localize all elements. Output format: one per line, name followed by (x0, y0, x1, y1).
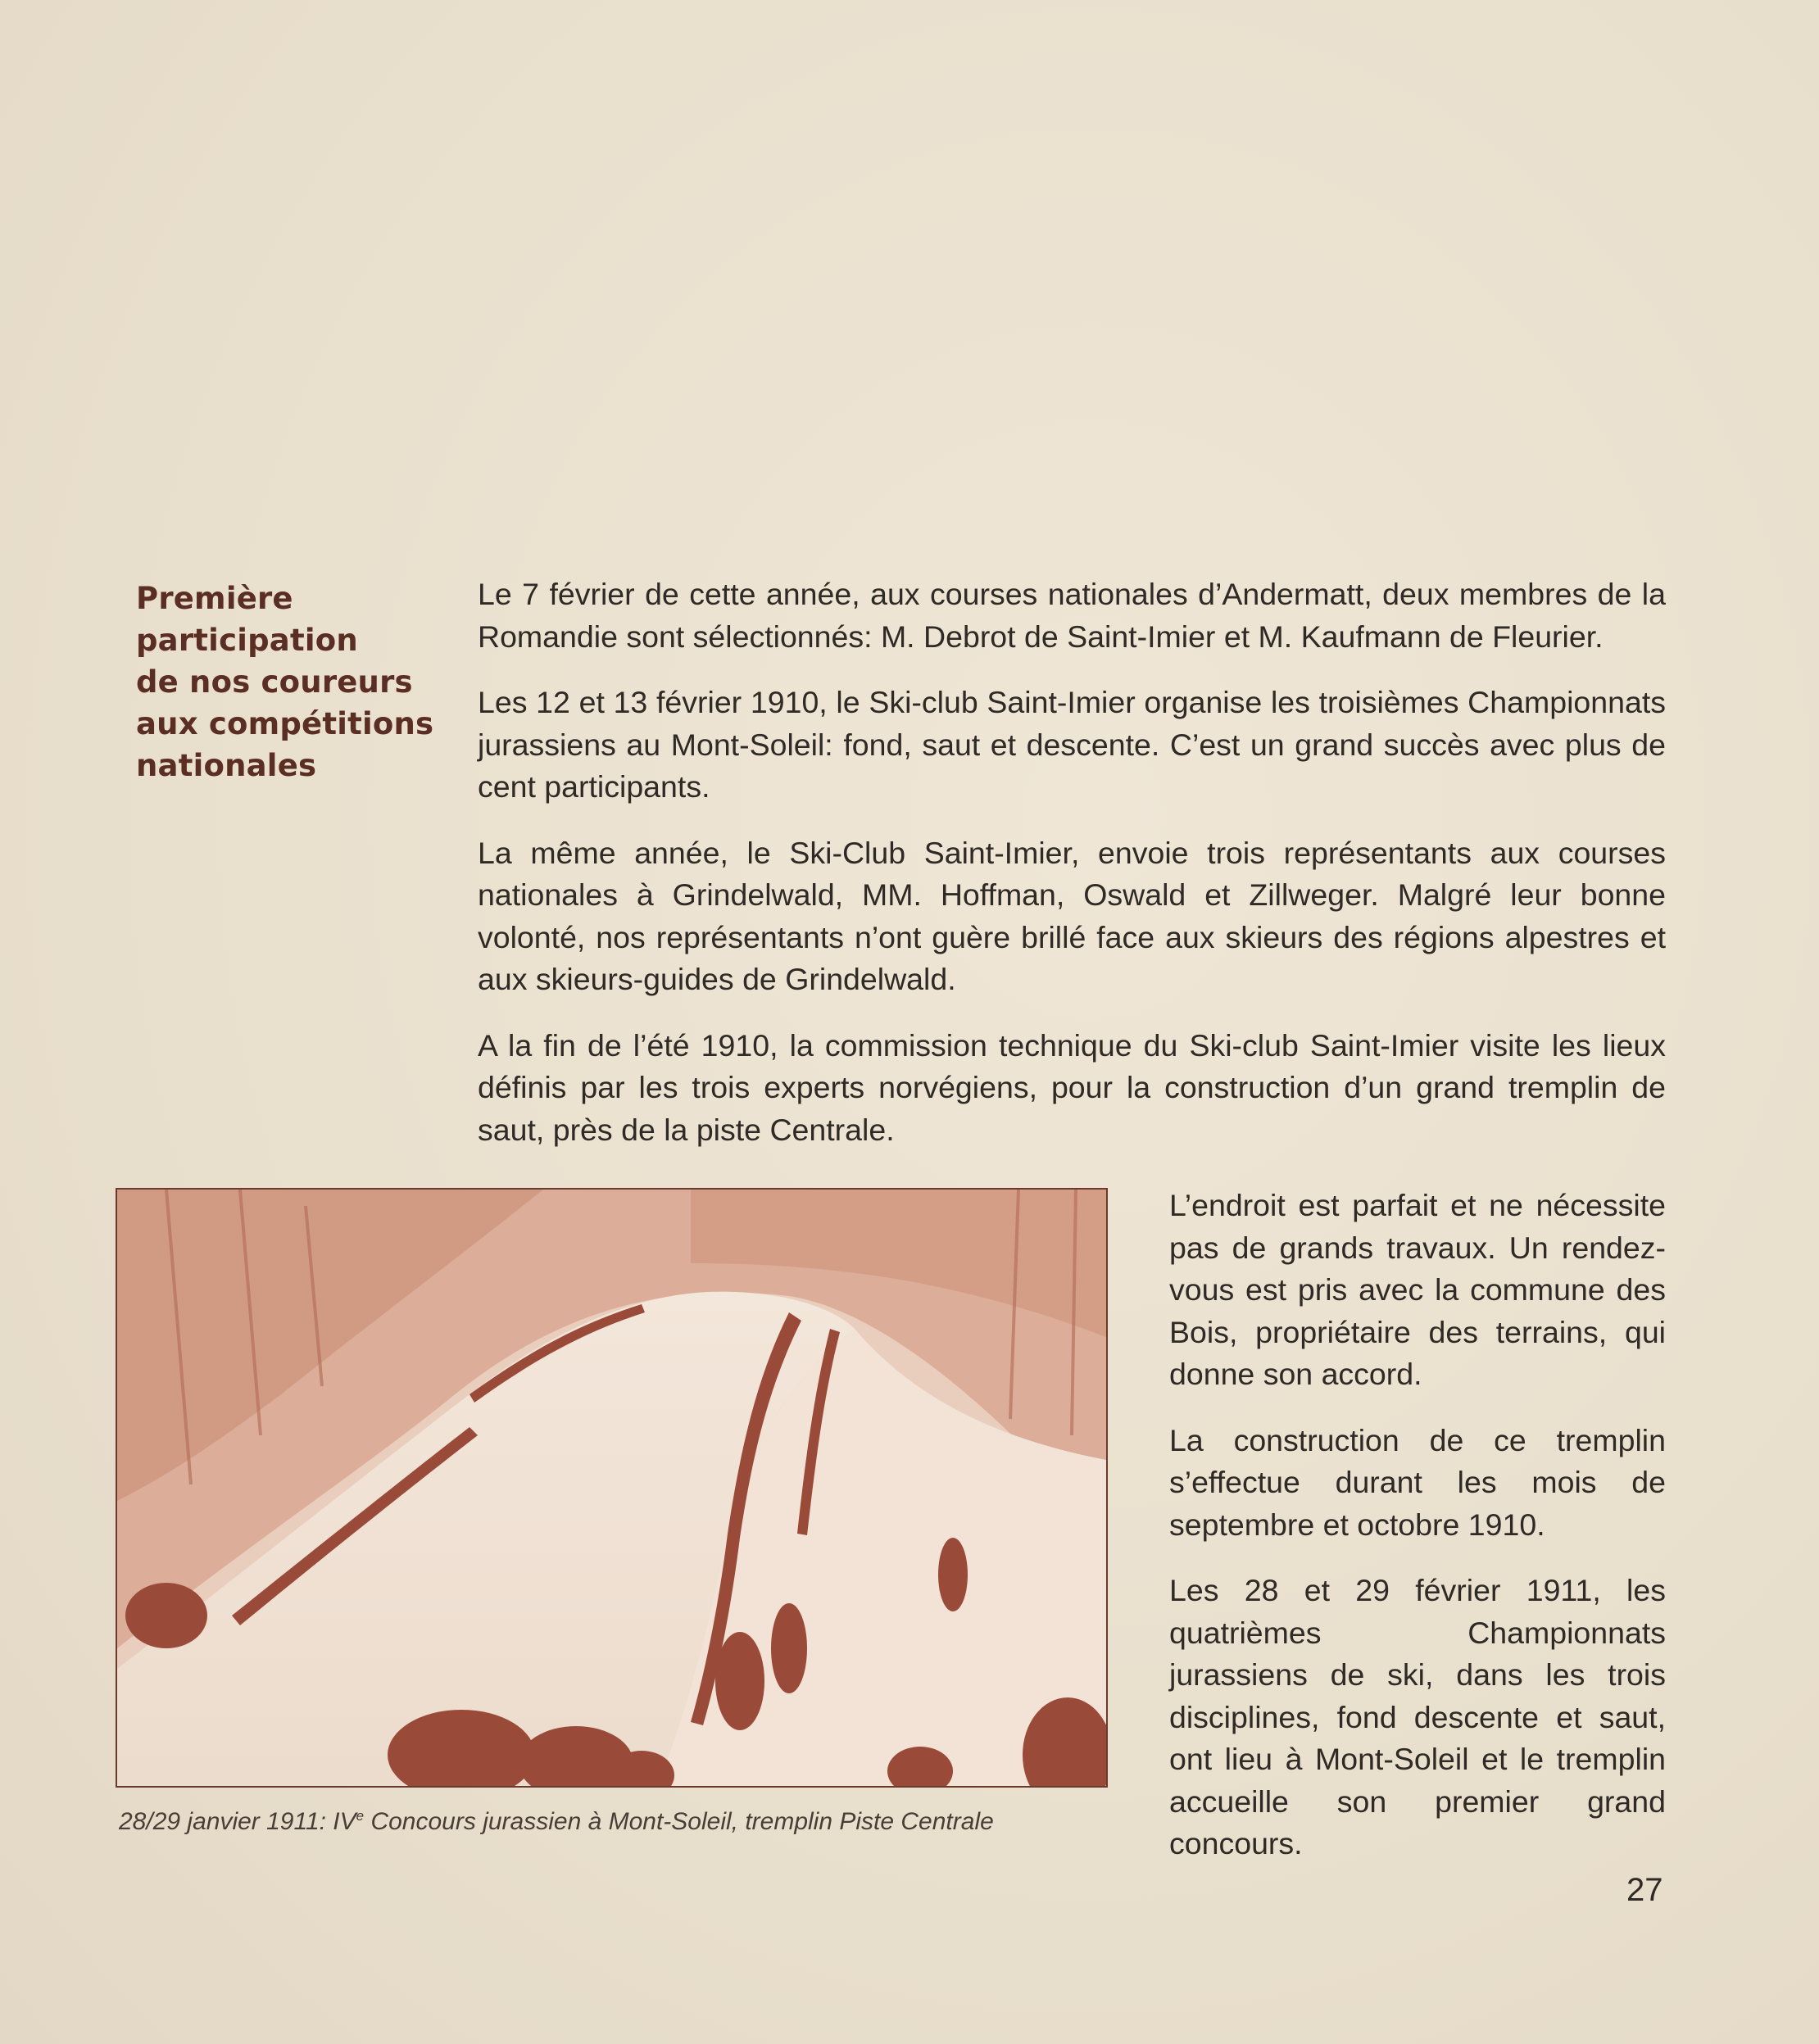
page-number: 27 (1626, 1872, 1663, 1908)
paragraph: A la fin de l’été 1910, la commission technique du Ski-club Saint-Imier visite les lieux définis par les trois experts norvégiens, pour la construction d’un grand tremplin de saut, près de la piste Centrale. (478, 1027, 1666, 1147)
paragraph: Les 12 et 13 février 1910, le Ski-club Saint-Imier organise les troisièmes Championnats jurassiens au Mont-Soleil: fond, saut et descente. C’est un grand succès avec plus de cent participants. (478, 685, 1666, 804)
heading-line: participation (136, 623, 358, 658)
paragraph: La même année, le Ski-Club Saint-Imier, envoie trois représentants aux courses nationales à Grindelwald, MM. Hoffman, Oswald et Zillweger. Malgré leur bonne volonté, nos représentants n’ont guère brillé face aux skieurs des régions alpestres et aux skieurs-guides de Grindelwald. (478, 835, 1666, 996)
heading-line: Première (136, 581, 293, 616)
paragraph: Le 7 février de cette année, aux courses nationales d’Andermatt, deux membres de la Romandie sont sélectionnés: M. Debrot de Saint-Imier et M. Kaufmann de Fleurier. (478, 577, 1666, 654)
side-text-column (1169, 1185, 1666, 1889)
caption-superscript: e (356, 1808, 365, 1824)
paragraph: La construction de ce tremplin s’effectue durant les mois de septembre et octobre 1910. (1169, 1422, 1666, 1542)
section-heading (136, 578, 434, 786)
paragraph: Les 28 et 29 février 1911, les quatrièmes Championnats jurassiens de ski, dans les trois disciplines, fond descente et saut, ont lieu à Mont-Soleil et le tremplin accueille son premier grand concours. (1169, 1573, 1666, 1860)
main-text-column (478, 573, 1666, 1175)
heading-line: aux compétitions (136, 706, 434, 741)
paragraph: L’endroit est parfait et ne nécessite pas de grands travaux. Un rendez-vous est pris avec la commune des Bois, propriétaire des terrains, qui donne son accord. (1169, 1188, 1666, 1391)
heading-line: de nos coureurs (136, 664, 413, 700)
photo-caption (119, 1808, 1118, 1836)
photo-illustration (117, 1190, 1106, 1786)
caption-suffix: Concours jurassien à Mont-Soleil, tremplin Piste Centrale (364, 1808, 994, 1835)
historic-ski-jump-photo (116, 1188, 1108, 1788)
caption-prefix: 28/29 janvier 1911: IV (119, 1808, 356, 1835)
heading-line: nationales (136, 748, 317, 783)
